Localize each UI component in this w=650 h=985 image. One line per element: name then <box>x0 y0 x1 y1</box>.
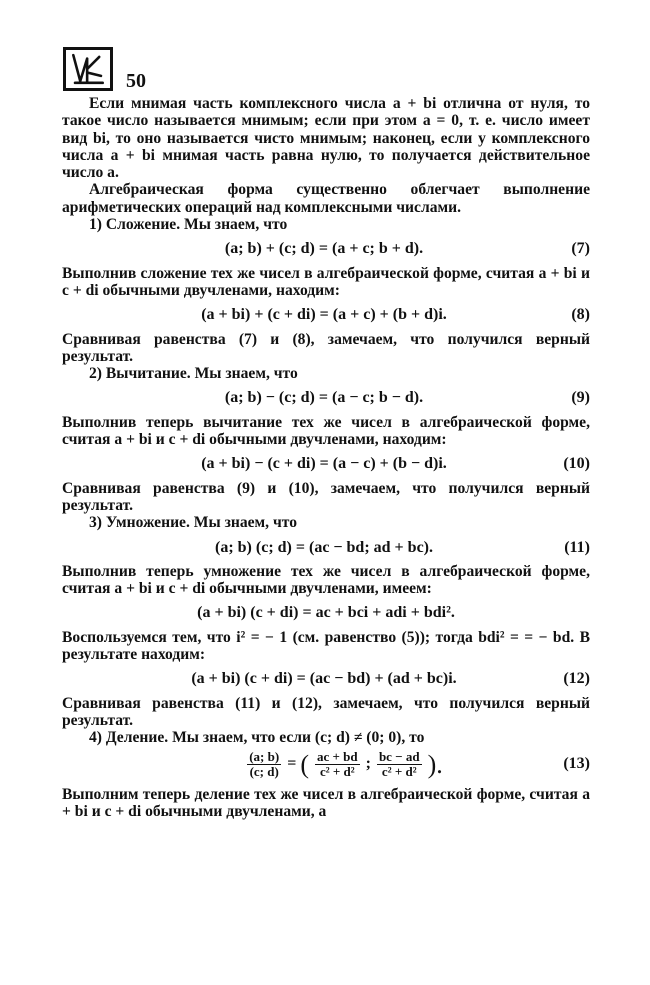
equation-10 <box>62 455 590 472</box>
equals-sign: = <box>287 754 297 772</box>
paragraph-multiplication-algebraic: Выполнив теперь умножение тех же чисел в алгебраической форме, считая a + bi и c + di обычными двучленами, имеем: <box>62 562 590 598</box>
paragraph-compare-9-10: Сравнивая равенства (9) и (10), замечаем, что получился верный результат. <box>62 479 590 514</box>
equation-12 <box>62 670 590 687</box>
equation-formula: (a; b) (c; d) = (ac − bd; ad + bc). <box>215 538 433 556</box>
publisher-logo-icon <box>63 47 113 91</box>
paragraph-i-squared: Воспользуемся тем, что i² = − 1 (см. равенство (5)); тогда bdi² = = − bd. В результате находим: <box>62 628 590 664</box>
heading-division: 4) Деление. Мы знаем, что если (c; d) ≠ (0; 0), то <box>89 729 425 747</box>
equation-formula: (a; b) + (c; d) = (a + c; b + d). <box>224 240 424 258</box>
page-number: 50 <box>126 70 146 92</box>
equation-8 <box>62 306 590 323</box>
equation-number: (8) <box>571 306 590 324</box>
heading-multiplication: 3) Умножение. Мы знаем, что <box>89 514 298 532</box>
paragraph-imaginary-definition: Если мнимая часть комплексного числа a + bi отлична от нуля, то такое число называется мнимым; если при этом a = 0, т. е. число имеет вид bi, то оно называется чисто мнимым; наконец, если у комплексного числа a + bi мнимая часть равна нулю, то получается действительное число a. <box>62 95 590 182</box>
page-body <box>62 95 590 820</box>
fraction-lhs: $\frac{(a; b)}{(c; d)}$ <box>249 748 280 779</box>
paragraph-addition-algebraic: Выполнив сложение тех же чисел в алгебраической форме, считая a + bi и c + di обычными двучленами, находим: <box>62 264 590 299</box>
open-paren: ( <box>300 749 309 779</box>
equation-formula: (a; b) − (c; d) = (a − c; b − d). <box>224 389 424 407</box>
equation-number: (12) <box>563 670 590 688</box>
equation-7 <box>62 240 590 257</box>
equation-formula: (a + bi) + (c + di) = (a + c) + (b + d)i. <box>201 306 447 324</box>
equation-9 <box>62 389 590 406</box>
equation-11 <box>62 539 590 556</box>
equation-number: (9) <box>571 389 590 407</box>
equation-formula: (a + bi) (c + di) = ac + bci + adi + bdi². <box>197 604 455 622</box>
heading-addition: 1) Сложение. Мы знаем, что <box>89 216 288 234</box>
equation-formula <box>62 750 546 779</box>
equation-formula: (a + bi) − (c + di) = (a − c) + (b − d)i. <box>201 455 447 473</box>
paragraph-division-algebraic: Выполним теперь деление тех же чисел в алгебраической форме, считая a + bi и c + di обычными двучленами, а <box>62 785 590 820</box>
paragraph-compare-7-8: Сравнивая равенства (7) и (8), замечаем, что получился верный результат. <box>62 330 590 365</box>
fraction-imaginary: $\frac{bc - ad}{\text{c² + d²}}$ <box>378 748 420 779</box>
equation-number: (7) <box>571 240 590 258</box>
close-paren: ). <box>427 749 443 779</box>
paragraph-compare-11-12: Сравнивая равенства (11) и (12), замечаем, что получился верный результат. <box>62 694 590 729</box>
equation-number: (13) <box>563 755 590 773</box>
equation-number: (10) <box>563 455 590 473</box>
equation-13 <box>62 750 590 779</box>
equation-formula: (a + bi) (c + di) = (ac − bd) + (ad + bc)i. <box>191 670 457 688</box>
fraction-real: $\frac{ac + bd}{\text{c² + d²}}$ <box>316 748 358 779</box>
heading-subtraction: 2) Вычитание. Мы знаем, что <box>89 365 298 383</box>
paragraph-algebraic-form: Алгебраическая форма существенно облегчает выполнение арифметических операций над комплексными числами. <box>62 181 590 216</box>
equation-multiplication-expanded <box>62 604 590 621</box>
separator: ; <box>365 754 371 772</box>
paragraph-subtraction-algebraic: Выполнив теперь вычитание тех же чисел в алгебраической форме, считая a + bi и c + di обычными двучленами, находим: <box>62 413 590 449</box>
equation-number: (11) <box>564 538 590 556</box>
